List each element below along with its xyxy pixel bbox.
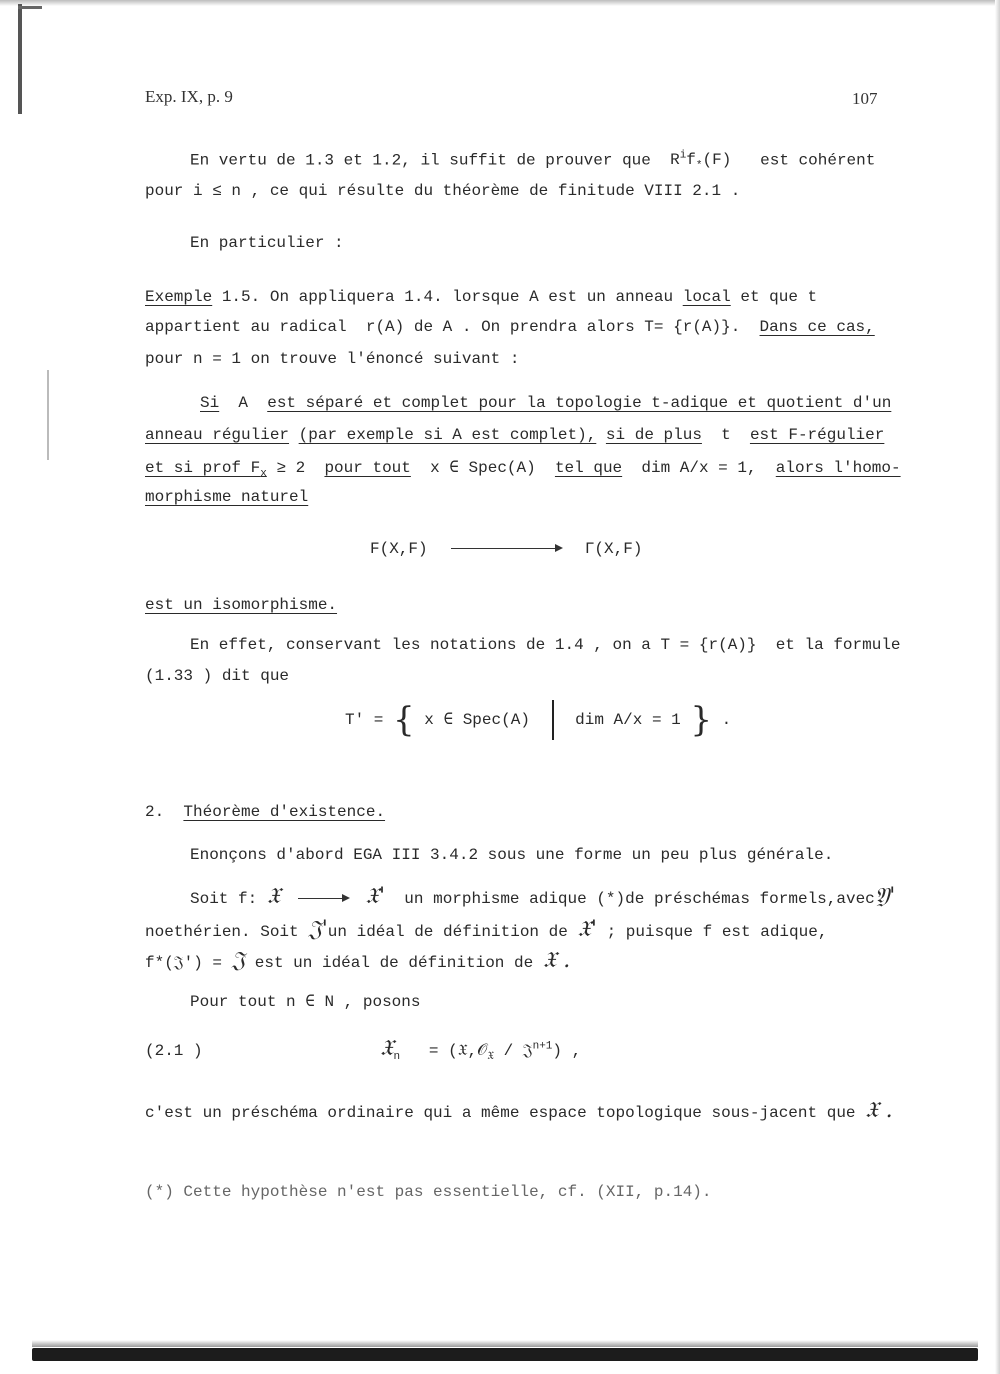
morphism-left: F(X,F) bbox=[370, 540, 428, 558]
en-particulier: En particulier : bbox=[190, 234, 344, 252]
section2-number: 2. bbox=[145, 803, 165, 821]
eq21-rhs: = (𝔛,𝒪 bbox=[428, 1042, 488, 1060]
tprime-formula bbox=[345, 700, 731, 740]
example-line2-c: = {r(A)}. bbox=[653, 318, 741, 336]
example-line2-a: appartient au radical bbox=[145, 318, 347, 336]
soit-line2-b: un idéal de définition de bbox=[327, 923, 568, 941]
soit-line3-b: est un idéal de définition de bbox=[254, 954, 534, 972]
soit-line3 bbox=[145, 948, 570, 973]
running-header: Exp. IX, p. 9 bbox=[145, 87, 233, 106]
section2-title: Théorème d'existence. bbox=[183, 803, 386, 821]
statement-l1-b: est séparé et complet pour la topologie t-adique et quotient d'un bbox=[267, 394, 892, 412]
example-line1 bbox=[145, 288, 817, 306]
eq21-rhs-b: / 𝔍 bbox=[503, 1042, 533, 1060]
eq21-rhs-sup: n+1 bbox=[532, 1040, 553, 1053]
cest-text: c'est un préschéma ordinaire qui a même espace topologique sous-jacent que bbox=[145, 1104, 856, 1122]
statement-l3-b: ≥ 2 bbox=[276, 459, 306, 477]
cest-line bbox=[145, 1098, 893, 1123]
soit-line2-c: ; puisque f est adique, bbox=[606, 923, 828, 941]
scan-bottom-shadow bbox=[32, 1340, 978, 1347]
soit-Jp: 𝔍' bbox=[308, 917, 328, 942]
example-label: Exemple bbox=[145, 288, 213, 306]
effet-line1-b: et la formule bbox=[775, 636, 901, 654]
example-line1-b: et que t bbox=[740, 288, 818, 306]
soit-line3-a: f*(𝔍') = bbox=[145, 954, 223, 972]
statement-l3-g: alors l'homo- bbox=[775, 459, 901, 477]
soit-line1 bbox=[190, 884, 895, 909]
rf-sub: * bbox=[695, 160, 703, 173]
soit-line1-b: un morphisme adique (*)de préschémas formels,avec bbox=[404, 890, 875, 908]
effet-line1 bbox=[190, 636, 901, 654]
example-dans-ce-cas: Dans ce cas, bbox=[759, 318, 875, 336]
tprime-lhs: T' = bbox=[345, 711, 384, 730]
tprime-bar bbox=[552, 700, 554, 740]
enoncons-line: Enonçons d'abord EGA III 3.4.2 sous une forme un peu plus générale. bbox=[190, 846, 834, 864]
eq21-label: (2.1 ) bbox=[145, 1042, 203, 1060]
section2-heading bbox=[145, 803, 385, 821]
example-radical: r(A) bbox=[365, 318, 405, 336]
statement-l3-e: tel que bbox=[554, 459, 623, 477]
tprime-end: . bbox=[721, 711, 732, 730]
para1-line1-b: , il suffit de prouver que bbox=[401, 151, 651, 170]
statement-l3-a: et si prof F bbox=[145, 459, 261, 477]
statement-l3-d: x ∈ Spec(A) bbox=[430, 459, 536, 477]
soit-Yp: 𝔜' bbox=[874, 884, 896, 909]
eq21-lhs: 𝔛 bbox=[380, 1036, 394, 1061]
soit-Xp-2: 𝔛' bbox=[577, 917, 597, 942]
scan-left-margin-mark bbox=[18, 4, 22, 114]
eq21-lhs-sub: n bbox=[393, 1051, 401, 1064]
para1-line2: pour i ≤ n , ce qui résulte du théorème de finitude VIII 2.1 . bbox=[145, 182, 741, 200]
statement-l2-d: t bbox=[721, 426, 731, 444]
statement-line2 bbox=[145, 426, 884, 444]
example-line2 bbox=[145, 318, 875, 336]
statement-l2-b: (par exemple si A est complet), bbox=[298, 426, 597, 444]
tprime-left-brace: { bbox=[393, 700, 415, 740]
para1-line1-c: est cohérent bbox=[760, 151, 876, 170]
statement-prof bbox=[145, 459, 267, 481]
soit-J: 𝔍 bbox=[231, 948, 246, 973]
eq21-rhs-sub: 𝔛 bbox=[487, 1051, 494, 1064]
soit-line2-a: noethérien. Soit bbox=[145, 923, 299, 941]
effet-line2: (1.33 ) dit que bbox=[145, 667, 290, 685]
example-line3: pour n = 1 on trouve l'énoncé suivant : bbox=[145, 350, 520, 368]
example-line2-b: de A . On prendra alors T bbox=[413, 318, 654, 336]
example-local: local bbox=[682, 288, 731, 306]
effet-line1-a: En effet, conservant les notations de 1.4 , on a T = {r(A)} bbox=[190, 636, 757, 654]
scan-mid-mark bbox=[47, 370, 49, 460]
scan-top-shadow bbox=[0, 0, 1000, 6]
soit-line3-c: 𝔛 . bbox=[542, 948, 571, 973]
statement-l3-sub: x bbox=[260, 468, 267, 481]
tprime-set-a: x ∈ Spec(A) bbox=[424, 711, 530, 730]
soit-line1-a: Soit f: bbox=[190, 890, 258, 908]
soit-line2 bbox=[145, 917, 827, 942]
statement-l2-c: si de plus bbox=[605, 426, 702, 444]
rf-R: R bbox=[670, 151, 680, 170]
statement-line4: morphisme naturel bbox=[145, 488, 309, 506]
eq21-rhs-c: ) , bbox=[552, 1042, 582, 1060]
isomorphisme-line: est un isomorphisme. bbox=[145, 596, 338, 614]
cest-end: 𝔛 . bbox=[865, 1098, 893, 1123]
morphism-arrow bbox=[451, 548, 561, 549]
para1-line1-a: En vertu de 1.3 et 1.2 bbox=[190, 151, 402, 170]
rf-sup: i bbox=[679, 150, 687, 162]
page-number: 107 bbox=[852, 89, 878, 108]
morphism-display bbox=[370, 540, 642, 558]
footnote: (*) Cette hypothèse n'est pas essentielle, cf. (XII, p.14). bbox=[145, 1183, 712, 1201]
statement-l2-e: est F-régulier bbox=[749, 426, 885, 444]
example-line1-a: 1.5. On appliquera 1.4. lorsque A est un anneau bbox=[221, 288, 674, 306]
rf-arg: (F) bbox=[702, 151, 732, 170]
eq21-formula bbox=[380, 1036, 581, 1063]
tprime-right-brace: } bbox=[690, 700, 713, 740]
soit-arrow bbox=[298, 898, 348, 899]
statement-l3-c: pour tout bbox=[324, 459, 411, 477]
soit-Xp: 𝔛' bbox=[365, 884, 386, 909]
statement-line1 bbox=[200, 394, 891, 412]
rf-formula bbox=[670, 150, 732, 173]
statement-l3-f: dim A/x = 1, bbox=[641, 459, 757, 477]
tprime-set-b: dim A/x = 1 bbox=[575, 711, 681, 730]
statement-A: A bbox=[238, 394, 249, 412]
scan-bottom-bar bbox=[32, 1348, 978, 1361]
statement-l2-a: anneau régulier bbox=[145, 426, 290, 444]
scan-right-edge bbox=[995, 0, 1000, 1374]
statement-si: Si bbox=[200, 394, 220, 412]
morphism-right: Γ(X,F) bbox=[584, 540, 643, 558]
pour-tout-line: Pour tout n ∈ N , posons bbox=[190, 993, 421, 1011]
soit-X: 𝔛 bbox=[266, 884, 281, 909]
scan-left-tick bbox=[18, 6, 42, 9]
para1-line1 bbox=[190, 150, 875, 173]
statement-line3 bbox=[145, 457, 901, 480]
rf-f: f bbox=[686, 151, 696, 170]
